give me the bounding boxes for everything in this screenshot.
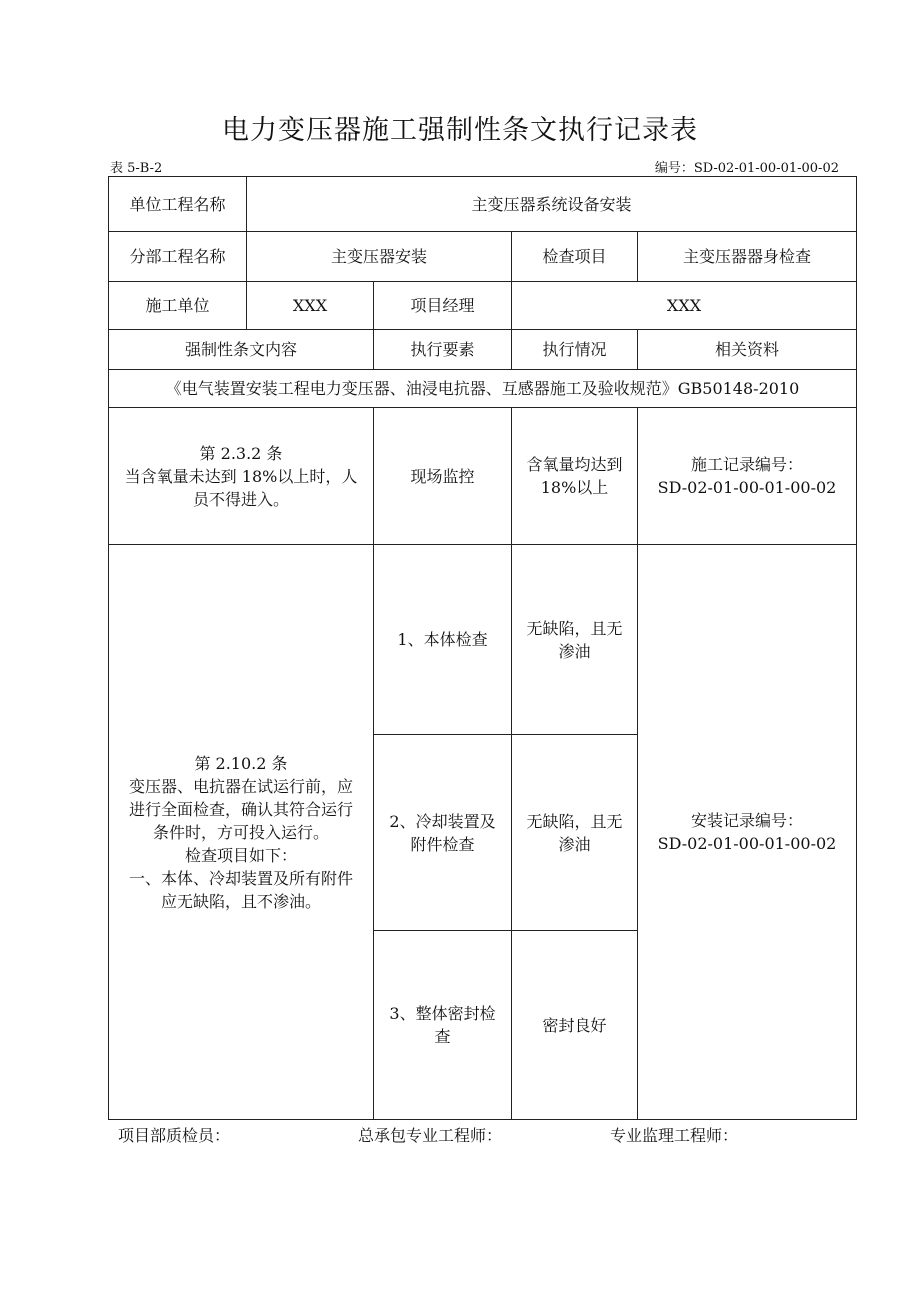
clause-1-element: 现场监控: [374, 408, 512, 545]
general-engineer-signature: 总承包专业工程师：: [358, 1126, 503, 1145]
clause-1-docs: [638, 408, 857, 545]
clause-1-doc-line: SD-02-01-00-01-00-02: [657, 478, 837, 497]
supervisor-signature: 专业监理工程师：: [610, 1126, 739, 1145]
clause-2-docs: [638, 545, 857, 1120]
clause-2-element-3: [374, 931, 512, 1120]
element-1-line: 1、本体检查: [397, 630, 488, 649]
clause-2-line: 一、本体、冷却装置及所有附件: [128, 868, 353, 888]
clause-2-doc-line: 安装记录编号：: [691, 811, 804, 830]
sub-project-label: 分部工程名称: [109, 232, 247, 282]
unit-project-value: 主变压器系统设备安装: [247, 177, 857, 232]
status-1-line: 渗油: [558, 641, 591, 661]
contractor-value: XXX: [247, 282, 374, 330]
serial-number: 编号：SD-02-01-00-01-00-02: [654, 161, 839, 176]
element-2-line: 2、冷却装置及: [389, 811, 496, 831]
clause-2-line: 第 2.10.2 条: [194, 753, 288, 773]
status-2-line: 无缺陷，且无: [526, 811, 623, 831]
col-docs-header: 相关资料: [638, 330, 857, 370]
standard-reference: 《电气装置安装工程电力变压器、油浸电抗器、互感器施工及验收规范》GB50148-2010: [109, 370, 857, 408]
clause-2-text: [109, 545, 374, 1120]
col-elements-header: 执行要素: [374, 330, 512, 370]
clause-2-status-2: [512, 735, 638, 931]
col-status-header: 执行情况: [512, 330, 638, 370]
sub-project-value: 主变压器安装: [247, 232, 512, 282]
record-table: [108, 176, 857, 1120]
document-title: 电力变压器施工强制性条文执行记录表: [222, 115, 698, 146]
qc-inspector-signature: 项目部质检员：: [118, 1126, 231, 1145]
unit-project-label: 单位工程名称: [109, 177, 247, 232]
clause-1-line: 员不得进入。: [192, 489, 289, 509]
clause-2-doc-line: SD-02-01-00-01-00-02: [657, 834, 837, 853]
clause-2-line: 应无缺陷，且不渗油。: [160, 891, 321, 911]
manager-label: 项目经理: [374, 282, 512, 330]
element-2-line: 附件检查: [410, 834, 475, 854]
inspection-item-value: 主变压器器身检查: [638, 232, 857, 282]
element-3-line: 查: [434, 1027, 451, 1046]
clause-1-status-line: 含氧量均达到: [526, 455, 623, 474]
table-id: 表 5-B-2: [110, 161, 163, 176]
element-3-line: 3、整体密封检: [389, 1004, 496, 1023]
clause-2-line: 条件时，方可投入运行。: [152, 822, 329, 842]
clause-2-element-1: [374, 545, 512, 735]
clause-2-line: 检查项目如下：: [184, 845, 297, 865]
contractor-label: 施工单位: [109, 282, 247, 330]
clause-2-element-2: [374, 735, 512, 931]
clause-1-doc-line: 施工记录编号：: [691, 455, 804, 474]
clause-1-text: [109, 408, 374, 545]
clause-2-status-1: [512, 545, 638, 735]
clause-1-line: 当含氧量未达到 18%以上时，人: [124, 466, 358, 486]
clause-1-line: 第 2.3.2 条: [199, 443, 283, 463]
inspection-item-label: 检查项目: [512, 232, 638, 282]
status-2-line: 渗油: [558, 834, 591, 854]
col-clause-header: 强制性条文内容: [109, 330, 374, 370]
clause-2-line: 变压器、电抗器在试运行前，应: [128, 776, 353, 796]
clause-2-status-3: [512, 931, 638, 1120]
clause-2-line: 进行全面检查，确认其符合运行: [128, 799, 353, 819]
clause-1-status: [512, 408, 638, 545]
status-1-line: 无缺陷，且无: [526, 618, 623, 638]
manager-value: XXX: [512, 282, 857, 330]
status-3-line: 密封良好: [542, 1015, 607, 1035]
clause-1-status-line: 18%以上: [540, 478, 609, 497]
